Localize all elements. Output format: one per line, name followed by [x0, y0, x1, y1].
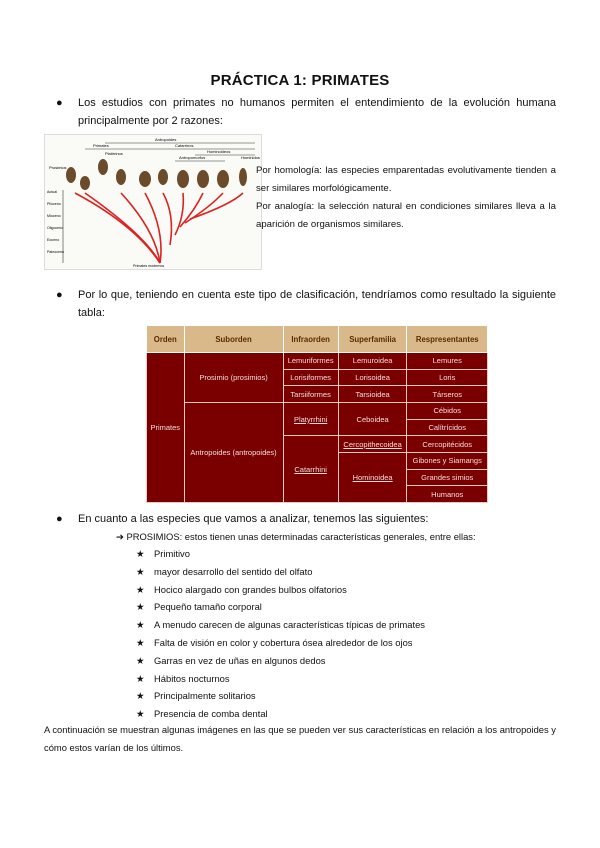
prosimios-list-item — [136, 687, 256, 704]
prosimios-list-item — [136, 634, 412, 651]
label-primates: Primates — [93, 143, 109, 148]
prosimios-list-item — [136, 652, 325, 669]
bullet-dot-icon: ● — [56, 97, 63, 109]
homologia-p2: Por analogía: la selección natural en condiciones similares lleva a la aparición de organismos similares. — [256, 201, 556, 230]
prosimios-item-text: Pequeño tamaño corporal — [154, 601, 262, 613]
prosimios-item-text: Principalmente solitarios — [154, 690, 256, 702]
classification-table — [146, 325, 488, 503]
prosimios-list-item — [136, 545, 190, 562]
closing-paragraph: A continuación se muestran algunas imágenes en las que se pueden ver sus características en relación a los antropoides y cómo estos varían de los últimos. — [44, 724, 556, 753]
col-suborden: Suborden — [184, 326, 283, 353]
prosimios-list-item — [136, 670, 230, 687]
star-icon: ★ — [136, 637, 145, 648]
bullet-text: Por lo que, teniendo en cuenta este tipo de clasificación, tendríamos como resultado la siguiente tabla: — [78, 289, 556, 319]
prosimios-item-text: Hocico alargado con grandes bulbos olfatorios — [154, 583, 347, 595]
star-icon: ★ — [136, 565, 145, 577]
prosimios-list-item — [136, 563, 312, 580]
cell-infra: Lorisiformes — [283, 369, 338, 386]
svg-text:Paleoceno: Paleoceno — [47, 250, 64, 254]
prosimios-item-text: Hábitos nocturnos — [154, 672, 230, 684]
prosimios-item-text: Falta de visión en color y cobertura ósea alrededor de los ojos — [154, 637, 413, 648]
bullet-text: Los estudios con primates no humanos permiten el entendimiento de la evolución humana principalmente por 2 razones: — [78, 97, 556, 127]
cell-super: Lemuroidea — [338, 353, 407, 370]
homologia-p1: Por homología: las especies emparentadas evolutivamente tienden a ser similares morfológicamente. — [256, 165, 556, 194]
cell-rep: Calítrícidos — [407, 419, 488, 436]
star-icon: ★ — [136, 601, 145, 613]
prosimios-heading: PROSIMIOS: estos tienen unas determinadas características generales, entre ellas: — [126, 531, 476, 542]
bullet-razones — [56, 94, 556, 130]
cell-rep: Társeros — [407, 386, 488, 403]
bullet-dot-icon: ● — [56, 513, 63, 525]
svg-text:Mioceno: Mioceno — [47, 214, 61, 218]
star-icon: ★ — [136, 548, 145, 559]
cell-rep: Cercopitécidos — [407, 436, 488, 453]
page-title: PRÁCTICA 1: PRIMATES — [210, 72, 390, 89]
primate-silhouettes — [66, 159, 247, 190]
arrow-icon: ➔ — [116, 531, 124, 542]
cell-rep: Cébidos — [407, 402, 488, 419]
cell-suborden-prosimio: Prosimio (prosimios) — [184, 353, 283, 403]
cell-super: Ceboidea — [338, 402, 407, 435]
col-representantes: Respresentantes — [407, 326, 488, 353]
svg-text:Oligoceno: Oligoceno — [47, 226, 64, 230]
star-icon: ★ — [136, 654, 145, 666]
star-icon: ★ — [136, 619, 145, 631]
cell-super: Lorisoidea — [338, 369, 407, 386]
cell-suborden-antropoides: Antropoides (antropoides) — [184, 402, 283, 502]
prosimios-item-text: Primitivo — [154, 548, 190, 559]
phylogeny-branches — [75, 193, 243, 263]
bullet-clasificacion — [56, 286, 556, 322]
prosimios-heading-row — [116, 528, 476, 545]
bullet-text: En cuanto a las especies que vamos a analizar, tenemos las siguientes: — [78, 513, 429, 525]
prosimios-list-item — [136, 598, 262, 615]
prosimios-list-item — [136, 705, 268, 722]
label-antropomorfos: Antropomorfos — [179, 155, 206, 160]
phylogeny-figure — [44, 134, 262, 270]
svg-text:Plioceno: Plioceno — [47, 202, 61, 206]
star-icon: ★ — [136, 708, 145, 720]
cell-infra: Catarrhini — [283, 436, 338, 503]
label-primates-modernos: Primates modernos — [133, 264, 165, 268]
svg-text:Eoceno: Eoceno — [47, 238, 60, 242]
bullet-especies — [56, 510, 556, 528]
star-icon: ★ — [136, 690, 145, 702]
label-hominidos: Hominidos — [241, 155, 260, 160]
svg-text:Actual: Actual — [47, 190, 57, 194]
cell-infra: Tarsiiformes — [283, 386, 338, 403]
col-orden: Orden — [147, 326, 185, 353]
cell-super: Hominoidea — [338, 452, 407, 502]
prosimios-item-text: Garras en vez de uñas en algunos dedos — [154, 654, 326, 666]
cell-orden: Primates — [147, 353, 185, 503]
star-icon: ★ — [136, 583, 145, 595]
star-icon: ★ — [136, 672, 145, 684]
cell-rep: Loris — [407, 369, 488, 386]
label-prosimios: Prosimios — [49, 165, 67, 170]
prosimios-list-item — [136, 581, 347, 598]
prosimios-item-text: A menudo carecen de algunas características típicas de primates — [154, 619, 425, 631]
cell-rep: Grandes simios — [407, 469, 488, 486]
cell-rep: Humanos — [407, 486, 488, 503]
label-platirrinos: Platirrinos — [105, 151, 123, 156]
phylogeny-tree-svg — [45, 135, 261, 269]
cell-super: Tarsioidea — [338, 386, 407, 403]
bullet-dot-icon: ● — [56, 289, 63, 301]
cell-infra: Lemuriformes — [283, 353, 338, 370]
label-hominoideos: Hominoideos — [207, 149, 231, 154]
col-infraorden: Infraorden — [283, 326, 338, 353]
cell-super: Cercopithecoidea — [338, 436, 407, 453]
homologia-text — [256, 162, 556, 234]
cell-rep: Lemures — [407, 353, 488, 370]
cell-rep: Gibones y Siamangs — [407, 452, 488, 469]
prosimios-list-item — [136, 616, 425, 633]
label-catarrinos: Catarrinos — [175, 143, 194, 148]
prosimios-item-text: mayor desarrollo del sentido del olfato — [154, 565, 313, 577]
prosimios-item-text: Presencia de comba dental — [154, 708, 268, 720]
label-antropoides: Antropoides — [155, 137, 177, 142]
col-superfamilia: Superfamilia — [338, 326, 407, 353]
cell-infra: Platyrrhini — [283, 402, 338, 435]
